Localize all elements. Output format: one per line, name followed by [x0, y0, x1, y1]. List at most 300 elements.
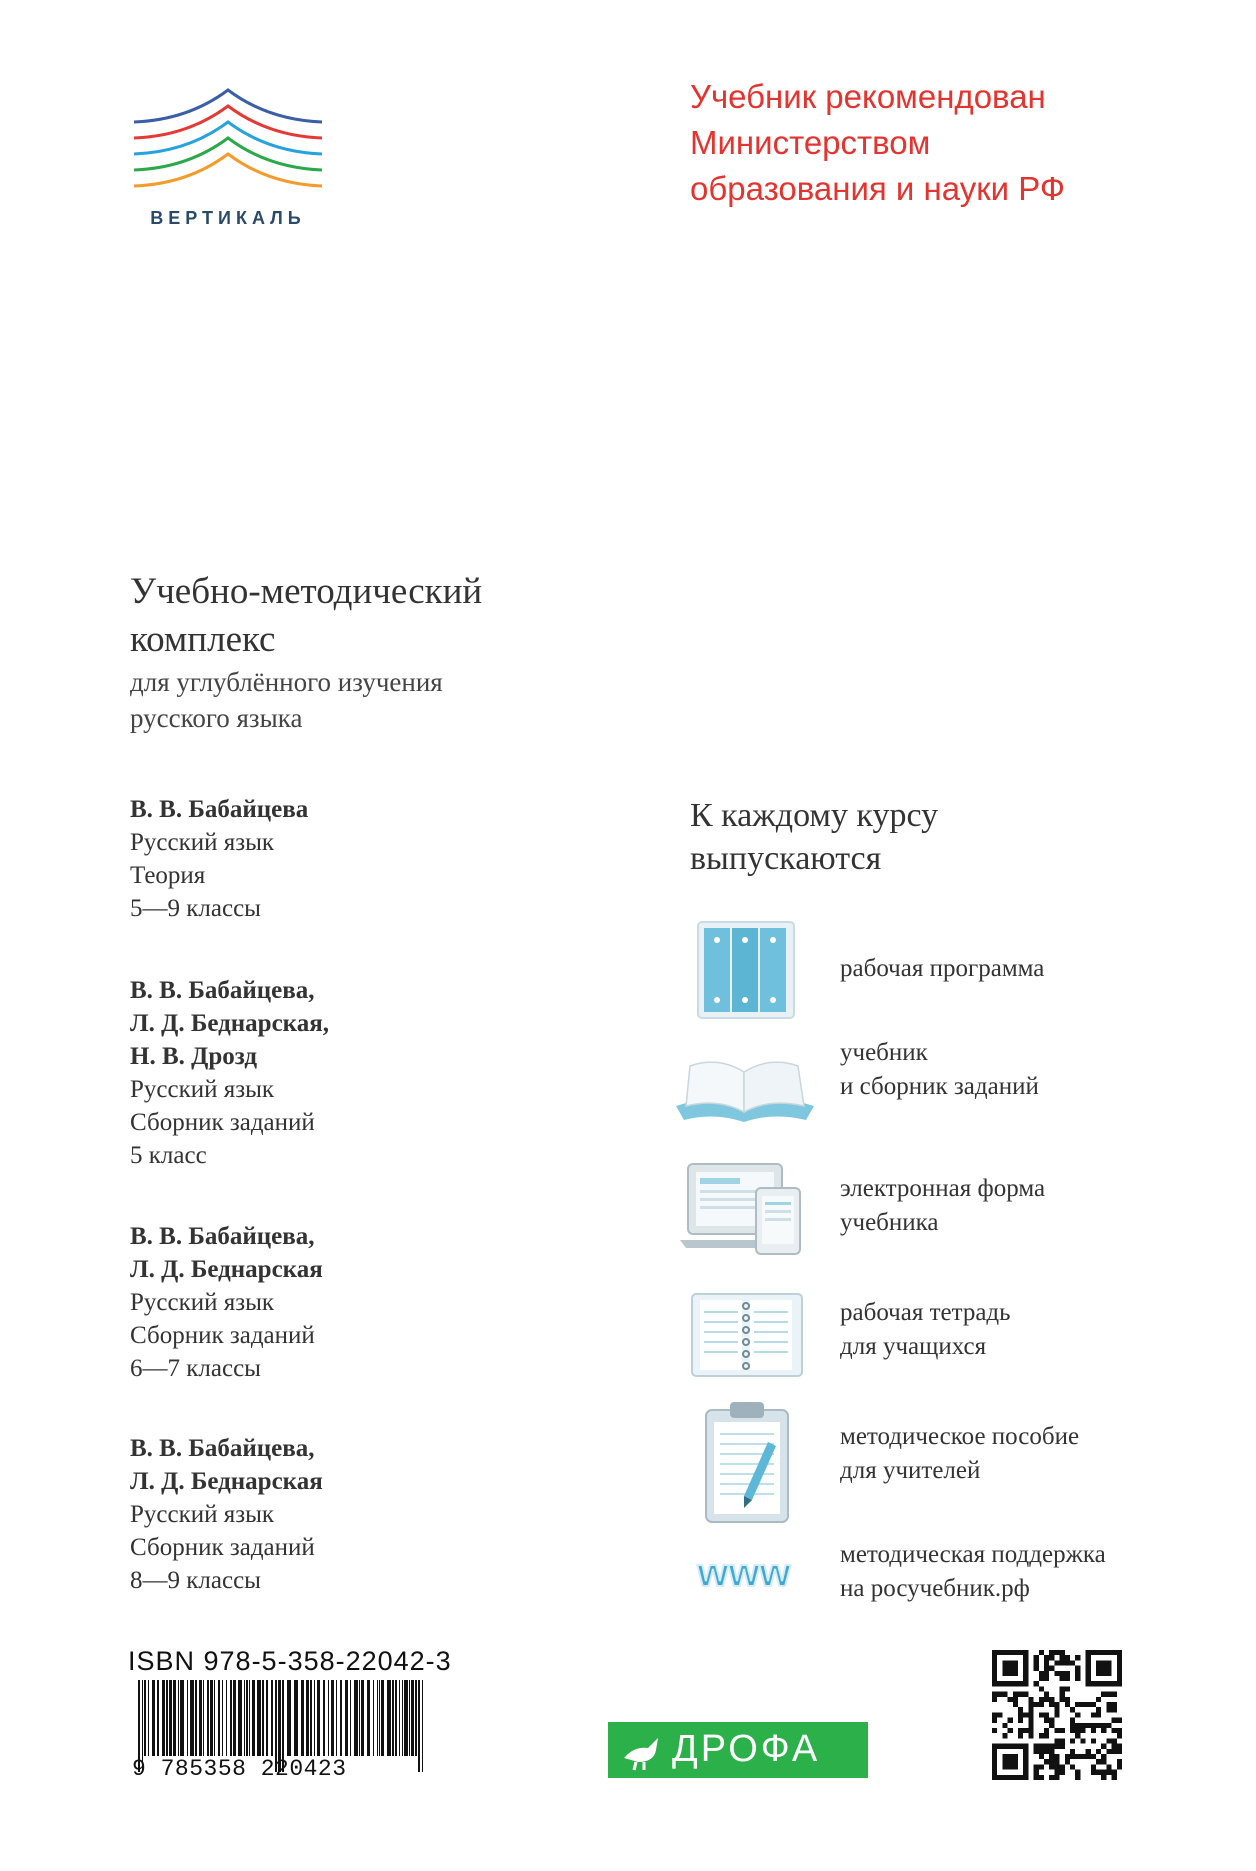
- qr-module: [992, 1697, 997, 1702]
- barcode-bar: [210, 1680, 213, 1756]
- course-item-label: методическое пособие: [840, 1423, 1080, 1450]
- qr-module: [1054, 1738, 1059, 1743]
- book-author: Л. Д. Беднарская: [130, 1468, 323, 1495]
- barcode-bar: [328, 1680, 329, 1756]
- qr-module: [1028, 1728, 1033, 1733]
- www-icon: [670, 1538, 820, 1608]
- course-item-label: на росучебник.рф: [840, 1575, 1030, 1602]
- course-item-label: для учащихся: [840, 1333, 987, 1360]
- barcode-bar: [350, 1680, 351, 1756]
- book-line: Теория: [130, 862, 206, 889]
- book-entry: [130, 1432, 630, 1597]
- qr-module: [1034, 1744, 1039, 1749]
- qr-module: [1039, 1749, 1044, 1754]
- barcode-bar: [157, 1680, 159, 1756]
- clipboard-icon: [670, 1398, 820, 1528]
- qr-module: [1060, 1655, 1065, 1660]
- qr-module: [1044, 1749, 1049, 1754]
- barcode-bar: [195, 1680, 197, 1756]
- qr-module: [1080, 1728, 1085, 1733]
- qr-module: [1049, 1655, 1054, 1660]
- qr-module: [1065, 1671, 1070, 1676]
- barcode-bar: [359, 1680, 360, 1756]
- qr-module: [1117, 1744, 1122, 1749]
- qr-module: [1070, 1723, 1075, 1728]
- barcode-bar: [395, 1680, 397, 1756]
- vertikal-roof-icon: [128, 84, 328, 204]
- qr-module: [1065, 1697, 1070, 1702]
- course-item-label: и сборник заданий: [840, 1073, 1039, 1100]
- qr-module: [1028, 1702, 1033, 1707]
- qr-module: [1054, 1650, 1059, 1655]
- qr-module: [1013, 1697, 1018, 1702]
- qr-module: [1034, 1655, 1039, 1660]
- qr-module: [1028, 1697, 1033, 1702]
- barcode-bar: [226, 1680, 227, 1756]
- barcode-bar: [207, 1680, 209, 1756]
- barcode-bar: [233, 1680, 236, 1756]
- barcode-bar: [336, 1680, 337, 1756]
- qr-module: [1070, 1718, 1075, 1723]
- qr-module: [1034, 1681, 1039, 1686]
- qr-code: [992, 1650, 1122, 1780]
- book-line: 5 класс: [130, 1142, 207, 1169]
- qr-module: [1060, 1744, 1065, 1749]
- bird-icon: [614, 1722, 670, 1778]
- ministry-recommendation: [690, 74, 1210, 212]
- qr-module: [1112, 1744, 1117, 1749]
- barcode-bar: [238, 1680, 242, 1756]
- qr-module: [1049, 1764, 1054, 1769]
- qr-module: [1096, 1759, 1101, 1764]
- qr-module: [1028, 1723, 1033, 1728]
- barcode-bar: [387, 1680, 391, 1756]
- qr-module: [1101, 1759, 1106, 1764]
- qr-module: [1044, 1692, 1049, 1697]
- course-item-label: для учителей: [840, 1457, 981, 1484]
- barcode-bar: [402, 1680, 403, 1756]
- qr-module: [1049, 1702, 1054, 1707]
- open-book-icon: [670, 1036, 820, 1146]
- qr-module: [1054, 1660, 1059, 1665]
- qr-module: [1034, 1749, 1039, 1754]
- barcode-bar: [173, 1680, 176, 1756]
- qr-module: [1086, 1754, 1091, 1759]
- qr-module: [1044, 1733, 1049, 1738]
- qr-module: [1096, 1707, 1101, 1712]
- qr-module: [1070, 1764, 1075, 1769]
- publisher-logo: [608, 1722, 868, 1778]
- logo-wordmark: ВЕРТИКАЛЬ: [150, 208, 306, 228]
- qr-module: [1101, 1723, 1106, 1728]
- qr-module: [1034, 1764, 1039, 1769]
- qr-module: [1075, 1733, 1080, 1738]
- barcode-bar: [246, 1680, 248, 1756]
- qr-module: [1065, 1702, 1070, 1707]
- qr-module: [1117, 1718, 1122, 1723]
- qr-module: [1065, 1754, 1070, 1759]
- qr-module: [1075, 1723, 1080, 1728]
- qr-module: [1002, 1733, 1007, 1738]
- qr-module: [1112, 1692, 1117, 1697]
- binders-icon: [670, 918, 820, 1028]
- recommendation-line: образования и науки РФ: [690, 170, 1065, 207]
- barcode-bar: [144, 1680, 146, 1756]
- qr-module: [1044, 1655, 1049, 1660]
- book-entry: [130, 1220, 630, 1385]
- book-author: Л. Д. Беднарская: [130, 1256, 323, 1283]
- barcode-bar: [252, 1680, 255, 1756]
- qr-module: [1044, 1728, 1049, 1733]
- course-item-label: методическая поддержка: [840, 1541, 1106, 1568]
- course-item-label: электронная форма: [840, 1175, 1046, 1202]
- qr-module: [1034, 1770, 1039, 1775]
- qr-module: [1070, 1754, 1075, 1759]
- qr-module: [1117, 1749, 1122, 1754]
- book-line: Русский язык: [130, 1289, 275, 1316]
- qr-module: [1018, 1718, 1023, 1723]
- qr-module: [1034, 1666, 1039, 1671]
- barcode-bar: [214, 1680, 215, 1756]
- qr-module: [1039, 1697, 1044, 1702]
- barcode-bar: [392, 1680, 394, 1756]
- qr-module: [1054, 1702, 1059, 1707]
- qr-module: [1112, 1718, 1117, 1723]
- qr-module: [1060, 1650, 1065, 1655]
- barcode-bar: [169, 1680, 172, 1756]
- qr-module: [1070, 1660, 1075, 1665]
- book-line: Русский язык: [130, 829, 275, 856]
- qr-module: [1039, 1764, 1044, 1769]
- qr-module: [1028, 1712, 1033, 1717]
- qr-module: [1060, 1764, 1065, 1769]
- qr-module: [1112, 1707, 1117, 1712]
- qr-module: [1117, 1733, 1122, 1738]
- course-item-label: учебника: [840, 1209, 939, 1236]
- qr-module: [1054, 1759, 1059, 1764]
- devices-icon: [670, 1158, 820, 1268]
- qr-module: [1075, 1754, 1080, 1759]
- book-author: В. В. Бабайцева,: [130, 1435, 315, 1462]
- barcode-bar: [218, 1680, 220, 1756]
- qr-module: [1112, 1728, 1117, 1733]
- qr-module: [1075, 1770, 1080, 1775]
- qr-module: [1106, 1738, 1111, 1743]
- barcode-bar: [190, 1680, 194, 1756]
- complex-title: Учебно-методический: [130, 571, 483, 612]
- qr-module: [1002, 1692, 1007, 1697]
- qr-module: [1075, 1676, 1080, 1681]
- qr-module: [1039, 1702, 1044, 1707]
- qr-module: [1106, 1749, 1111, 1754]
- qr-module: [1080, 1702, 1085, 1707]
- qr-module: [1039, 1671, 1044, 1676]
- qr-module: [1096, 1749, 1101, 1754]
- qr-module: [1070, 1728, 1075, 1733]
- book-entry: [130, 793, 630, 925]
- barcode-bar: [399, 1680, 400, 1756]
- barcode-bar: [148, 1680, 149, 1756]
- qr-module: [1112, 1738, 1117, 1743]
- vertikal-logo: [128, 84, 328, 234]
- qr-module: [1112, 1770, 1117, 1775]
- barcode-bar: [367, 1680, 370, 1756]
- qr-module: [1106, 1764, 1111, 1769]
- book-line: Русский язык: [130, 1076, 275, 1103]
- barcode-bar: [373, 1680, 374, 1756]
- barcode-bar: [404, 1680, 408, 1756]
- barcode-bar: [287, 1680, 291, 1756]
- qr-module: [1117, 1764, 1122, 1769]
- qr-module: [992, 1728, 997, 1733]
- qr-module: [1080, 1754, 1085, 1759]
- qr-module: [1080, 1738, 1085, 1743]
- barcode-bar: [301, 1680, 304, 1756]
- qr-module: [992, 1692, 997, 1697]
- qr-module: [992, 1718, 997, 1723]
- qr-module: [1008, 1697, 1013, 1702]
- qr-module: [1065, 1686, 1070, 1691]
- qr-module: [1054, 1775, 1059, 1780]
- qr-module: [1049, 1749, 1054, 1754]
- qr-module: [1049, 1666, 1054, 1671]
- qr-module: [1096, 1697, 1101, 1702]
- qr-module: [1034, 1702, 1039, 1707]
- barcode-bar: [377, 1680, 378, 1756]
- barcode-bar: [411, 1680, 414, 1756]
- qr-module: [1018, 1728, 1023, 1733]
- qr-module: [1034, 1775, 1039, 1780]
- qr-module: [1065, 1676, 1070, 1681]
- complex-subtitle: для углублённого изучения: [130, 667, 443, 697]
- qr-module: [1008, 1718, 1013, 1723]
- qr-module: [1008, 1728, 1013, 1733]
- qr-module: [1101, 1728, 1106, 1733]
- barcode-bar: [323, 1680, 325, 1756]
- qr-module: [1054, 1764, 1059, 1769]
- barcode-bar: [415, 1680, 417, 1756]
- barcode-bar: [230, 1680, 232, 1756]
- qr-module: [1096, 1712, 1101, 1717]
- qr-module: [1086, 1749, 1091, 1754]
- qr-module: [1091, 1770, 1096, 1775]
- qr-module: [1101, 1744, 1106, 1749]
- qr-module: [1112, 1702, 1117, 1707]
- recommendation-line: Учебник рекомендован: [690, 78, 1046, 115]
- barcode-bar: [409, 1680, 410, 1756]
- qr-module: [1018, 1712, 1023, 1717]
- barcode-bar: [310, 1680, 312, 1756]
- qr-module: [1101, 1770, 1106, 1775]
- qr-module: [1065, 1655, 1070, 1660]
- barcode-bar: [306, 1680, 309, 1756]
- qr-module: [1028, 1733, 1033, 1738]
- qr-module: [1013, 1702, 1018, 1707]
- qr-module: [1044, 1759, 1049, 1764]
- course-heading-line: выпускаются: [690, 840, 882, 877]
- qr-module: [1070, 1749, 1075, 1754]
- course-heading-line: К каждому курсу: [690, 797, 939, 834]
- qr-module: [1054, 1671, 1059, 1676]
- qr-module: [1018, 1692, 1023, 1697]
- qr-module: [1075, 1702, 1080, 1707]
- qr-module: [1049, 1754, 1054, 1759]
- book-author: В. В. Бабайцева,: [130, 1223, 315, 1250]
- barcode-bar: [294, 1680, 298, 1756]
- qr-module: [1106, 1707, 1111, 1712]
- barcode-bar: [317, 1680, 320, 1756]
- barcode-bar: [249, 1680, 250, 1756]
- barcode-bar: [354, 1680, 358, 1756]
- barcode-bar: [152, 1680, 155, 1756]
- qr-module: [1080, 1723, 1085, 1728]
- recommendation-line: Министерством: [690, 124, 931, 161]
- barcode-bar: [361, 1680, 364, 1756]
- barcode-bar: [266, 1680, 268, 1756]
- qr-module: [1106, 1723, 1111, 1728]
- qr-module: [1075, 1666, 1080, 1671]
- qr-module: [1054, 1712, 1059, 1717]
- qr-module: [1060, 1697, 1065, 1702]
- qr-module: [1044, 1660, 1049, 1665]
- qr-module: [1096, 1723, 1101, 1728]
- qr-module: [1091, 1754, 1096, 1759]
- qr-module: [1112, 1749, 1117, 1754]
- barcode-bar: [331, 1680, 334, 1756]
- qr-module: [1054, 1770, 1059, 1775]
- book-line: Сборник заданий: [130, 1534, 315, 1561]
- barcode-bar: [166, 1680, 168, 1756]
- qr-module: [1002, 1754, 1018, 1770]
- qr-module: [1060, 1728, 1065, 1733]
- qr-module: [1106, 1770, 1111, 1775]
- course-heading: [690, 794, 1190, 880]
- qr-module: [1023, 1692, 1028, 1697]
- qr-module: [1028, 1707, 1033, 1712]
- notebook-icon: [670, 1286, 820, 1396]
- barcode-bar: [162, 1680, 165, 1756]
- qr-module: [1101, 1754, 1106, 1759]
- book-line: 5—9 классы: [130, 895, 261, 922]
- qr-module: [1091, 1702, 1096, 1707]
- qr-module: [1023, 1728, 1028, 1733]
- qr-module: [1091, 1738, 1096, 1743]
- qr-module: [1091, 1723, 1096, 1728]
- book-line: 6—7 классы: [130, 1355, 261, 1382]
- qr-module: [1049, 1759, 1054, 1764]
- qr-module: [1086, 1723, 1091, 1728]
- qr-module: [1044, 1671, 1049, 1676]
- qr-module: [1096, 1770, 1101, 1775]
- qr-module: [1106, 1702, 1111, 1707]
- qr-module: [1039, 1775, 1044, 1780]
- qr-module: [1049, 1697, 1054, 1702]
- qr-module: [1039, 1650, 1044, 1655]
- qr-module: [1018, 1707, 1023, 1712]
- qr-module: [1039, 1686, 1044, 1691]
- qr-module: [1039, 1712, 1044, 1717]
- qr-module: [1106, 1692, 1111, 1697]
- barcode-bar: [199, 1680, 202, 1756]
- qr-module: [1091, 1712, 1096, 1717]
- course-item-label: рабочая программа: [840, 955, 1045, 982]
- book-author: Л. Д. Беднарская,: [130, 1010, 329, 1037]
- barcode-bar: [340, 1680, 342, 1756]
- qr-module: [1054, 1744, 1059, 1749]
- qr-module: [1086, 1702, 1091, 1707]
- book-line: Сборник заданий: [130, 1109, 315, 1136]
- qr-module: [1044, 1697, 1049, 1702]
- barcode-bar: [381, 1680, 384, 1756]
- qr-module: [1091, 1764, 1096, 1769]
- qr-module: [1013, 1692, 1018, 1697]
- qr-module: [1096, 1660, 1112, 1676]
- qr-module: [1054, 1754, 1059, 1759]
- qr-module: [1054, 1707, 1059, 1712]
- www-icon-text: www: [697, 1551, 791, 1595]
- qr-module: [1117, 1759, 1122, 1764]
- qr-module: [1044, 1666, 1049, 1671]
- qr-module: [1018, 1733, 1023, 1738]
- book-line: Сборник заданий: [130, 1322, 315, 1349]
- qr-module: [1060, 1676, 1065, 1681]
- qr-module: [1049, 1744, 1054, 1749]
- complex-title: комплекс: [130, 619, 276, 660]
- qr-module: [1070, 1738, 1075, 1743]
- barcode-bar: [222, 1680, 223, 1756]
- book-line: 8—9 классы: [130, 1567, 261, 1594]
- barcode-bar: [180, 1680, 184, 1756]
- qr-module: [1028, 1718, 1033, 1723]
- barcode-bar: [203, 1680, 204, 1756]
- complex-heading: [130, 568, 630, 736]
- isbn-number: ISBN 978-5-358-22042-3: [128, 1646, 452, 1676]
- qr-module: [1039, 1744, 1044, 1749]
- book-author: Н. В. Дрозд: [130, 1043, 257, 1070]
- qr-module: [1044, 1744, 1049, 1749]
- qr-module: [1060, 1671, 1065, 1676]
- qr-module: [1002, 1723, 1007, 1728]
- qr-module: [1060, 1686, 1065, 1691]
- qr-module: [1034, 1660, 1039, 1665]
- qr-module: [1039, 1676, 1044, 1681]
- qr-module: [1065, 1660, 1070, 1665]
- qr-module: [1091, 1728, 1096, 1733]
- barcode-bar: [271, 1680, 273, 1756]
- qr-module: [1060, 1660, 1065, 1665]
- qr-module: [1049, 1650, 1054, 1655]
- barcode-bar: [345, 1680, 348, 1756]
- qr-module: [1049, 1718, 1054, 1723]
- qr-module: [1002, 1660, 1018, 1676]
- qr-module: [1044, 1676, 1049, 1681]
- qr-module: [992, 1712, 997, 1717]
- qr-module: [997, 1692, 1002, 1697]
- qr-module: [1065, 1759, 1070, 1764]
- book-entry: [130, 974, 630, 1172]
- qr-module: [1023, 1712, 1028, 1717]
- qr-module: [1039, 1754, 1044, 1759]
- complex-subtitle: русского языка: [130, 703, 303, 733]
- qr-module: [1049, 1775, 1054, 1780]
- publisher-name: ДРОФА: [672, 1728, 821, 1770]
- qr-module: [1075, 1728, 1080, 1733]
- barcode-bar: [178, 1680, 179, 1756]
- qr-module: [1070, 1707, 1075, 1712]
- book-author: В. В. Бабайцева,: [130, 977, 315, 1004]
- course-item-label: рабочая тетрадь: [840, 1299, 1011, 1326]
- qr-module: [1049, 1723, 1054, 1728]
